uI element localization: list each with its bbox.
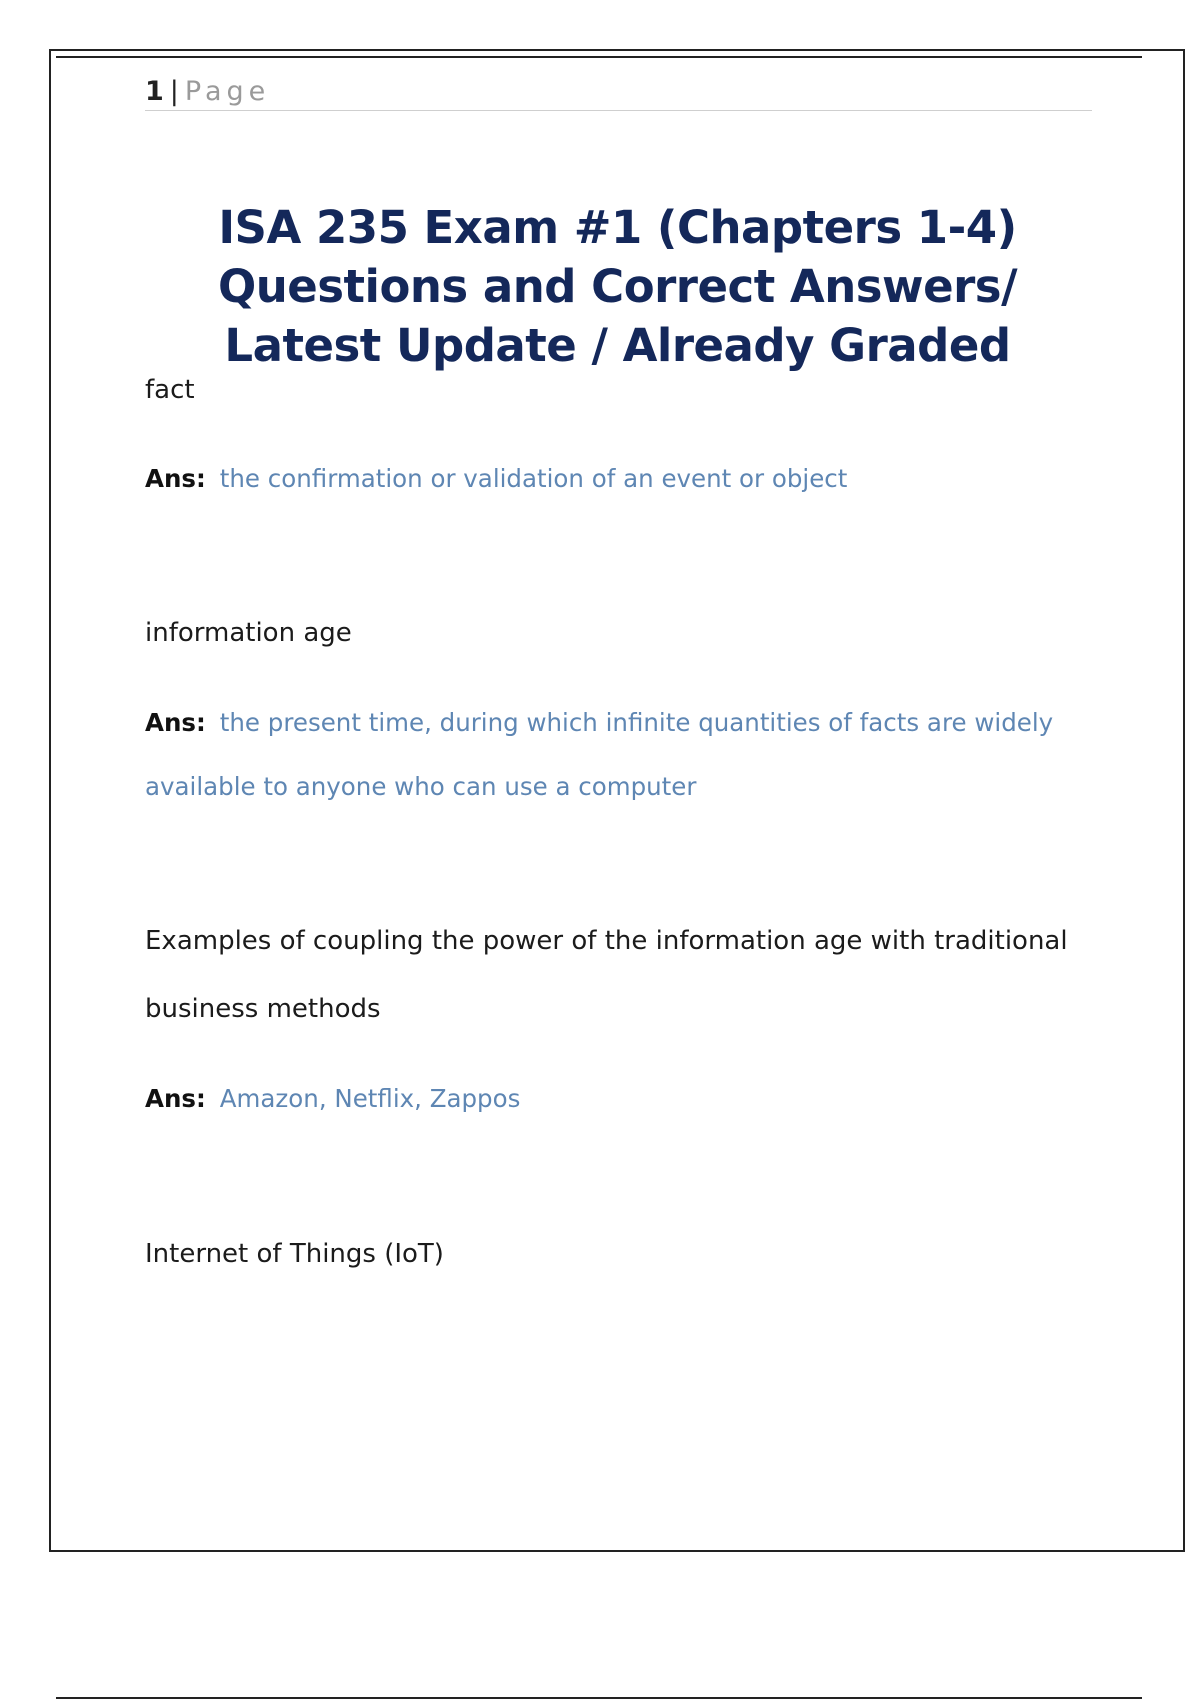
- answer-text: the confirmation or validation of an event or object: [219, 464, 848, 493]
- answer-1: [145, 447, 1085, 511]
- answer-3: [145, 1067, 1085, 1131]
- question-2: information age: [145, 618, 352, 648]
- answer-2: [145, 691, 1085, 819]
- top-rule: [56, 56, 1142, 58]
- answer-label: Ans:: [145, 708, 206, 737]
- page-header: [145, 74, 1092, 111]
- answer-label: Ans:: [145, 1084, 206, 1113]
- answer-text: the present time, during which infinite quantities of facts are widely available to anyone who can use a computer: [145, 708, 1054, 801]
- page-label: Page: [184, 76, 271, 107]
- question-1: fact: [145, 375, 195, 405]
- bottom-rule: [56, 1697, 1142, 1699]
- page-separator: |: [169, 76, 179, 107]
- question-3: Examples of coupling the power of the information age with traditional business methods: [145, 926, 1068, 1024]
- answer-text: Amazon, Netflix, Zappos: [219, 1084, 521, 1113]
- answer-label: Ans:: [145, 464, 206, 493]
- page-number: 1: [145, 76, 164, 107]
- document-title: ISA 235 Exam #1 (Chapters 1-4) Questions and Correct Answers/ Latest Update / Already Graded: [217, 201, 1018, 372]
- question-4: Internet of Things (IoT): [145, 1239, 444, 1269]
